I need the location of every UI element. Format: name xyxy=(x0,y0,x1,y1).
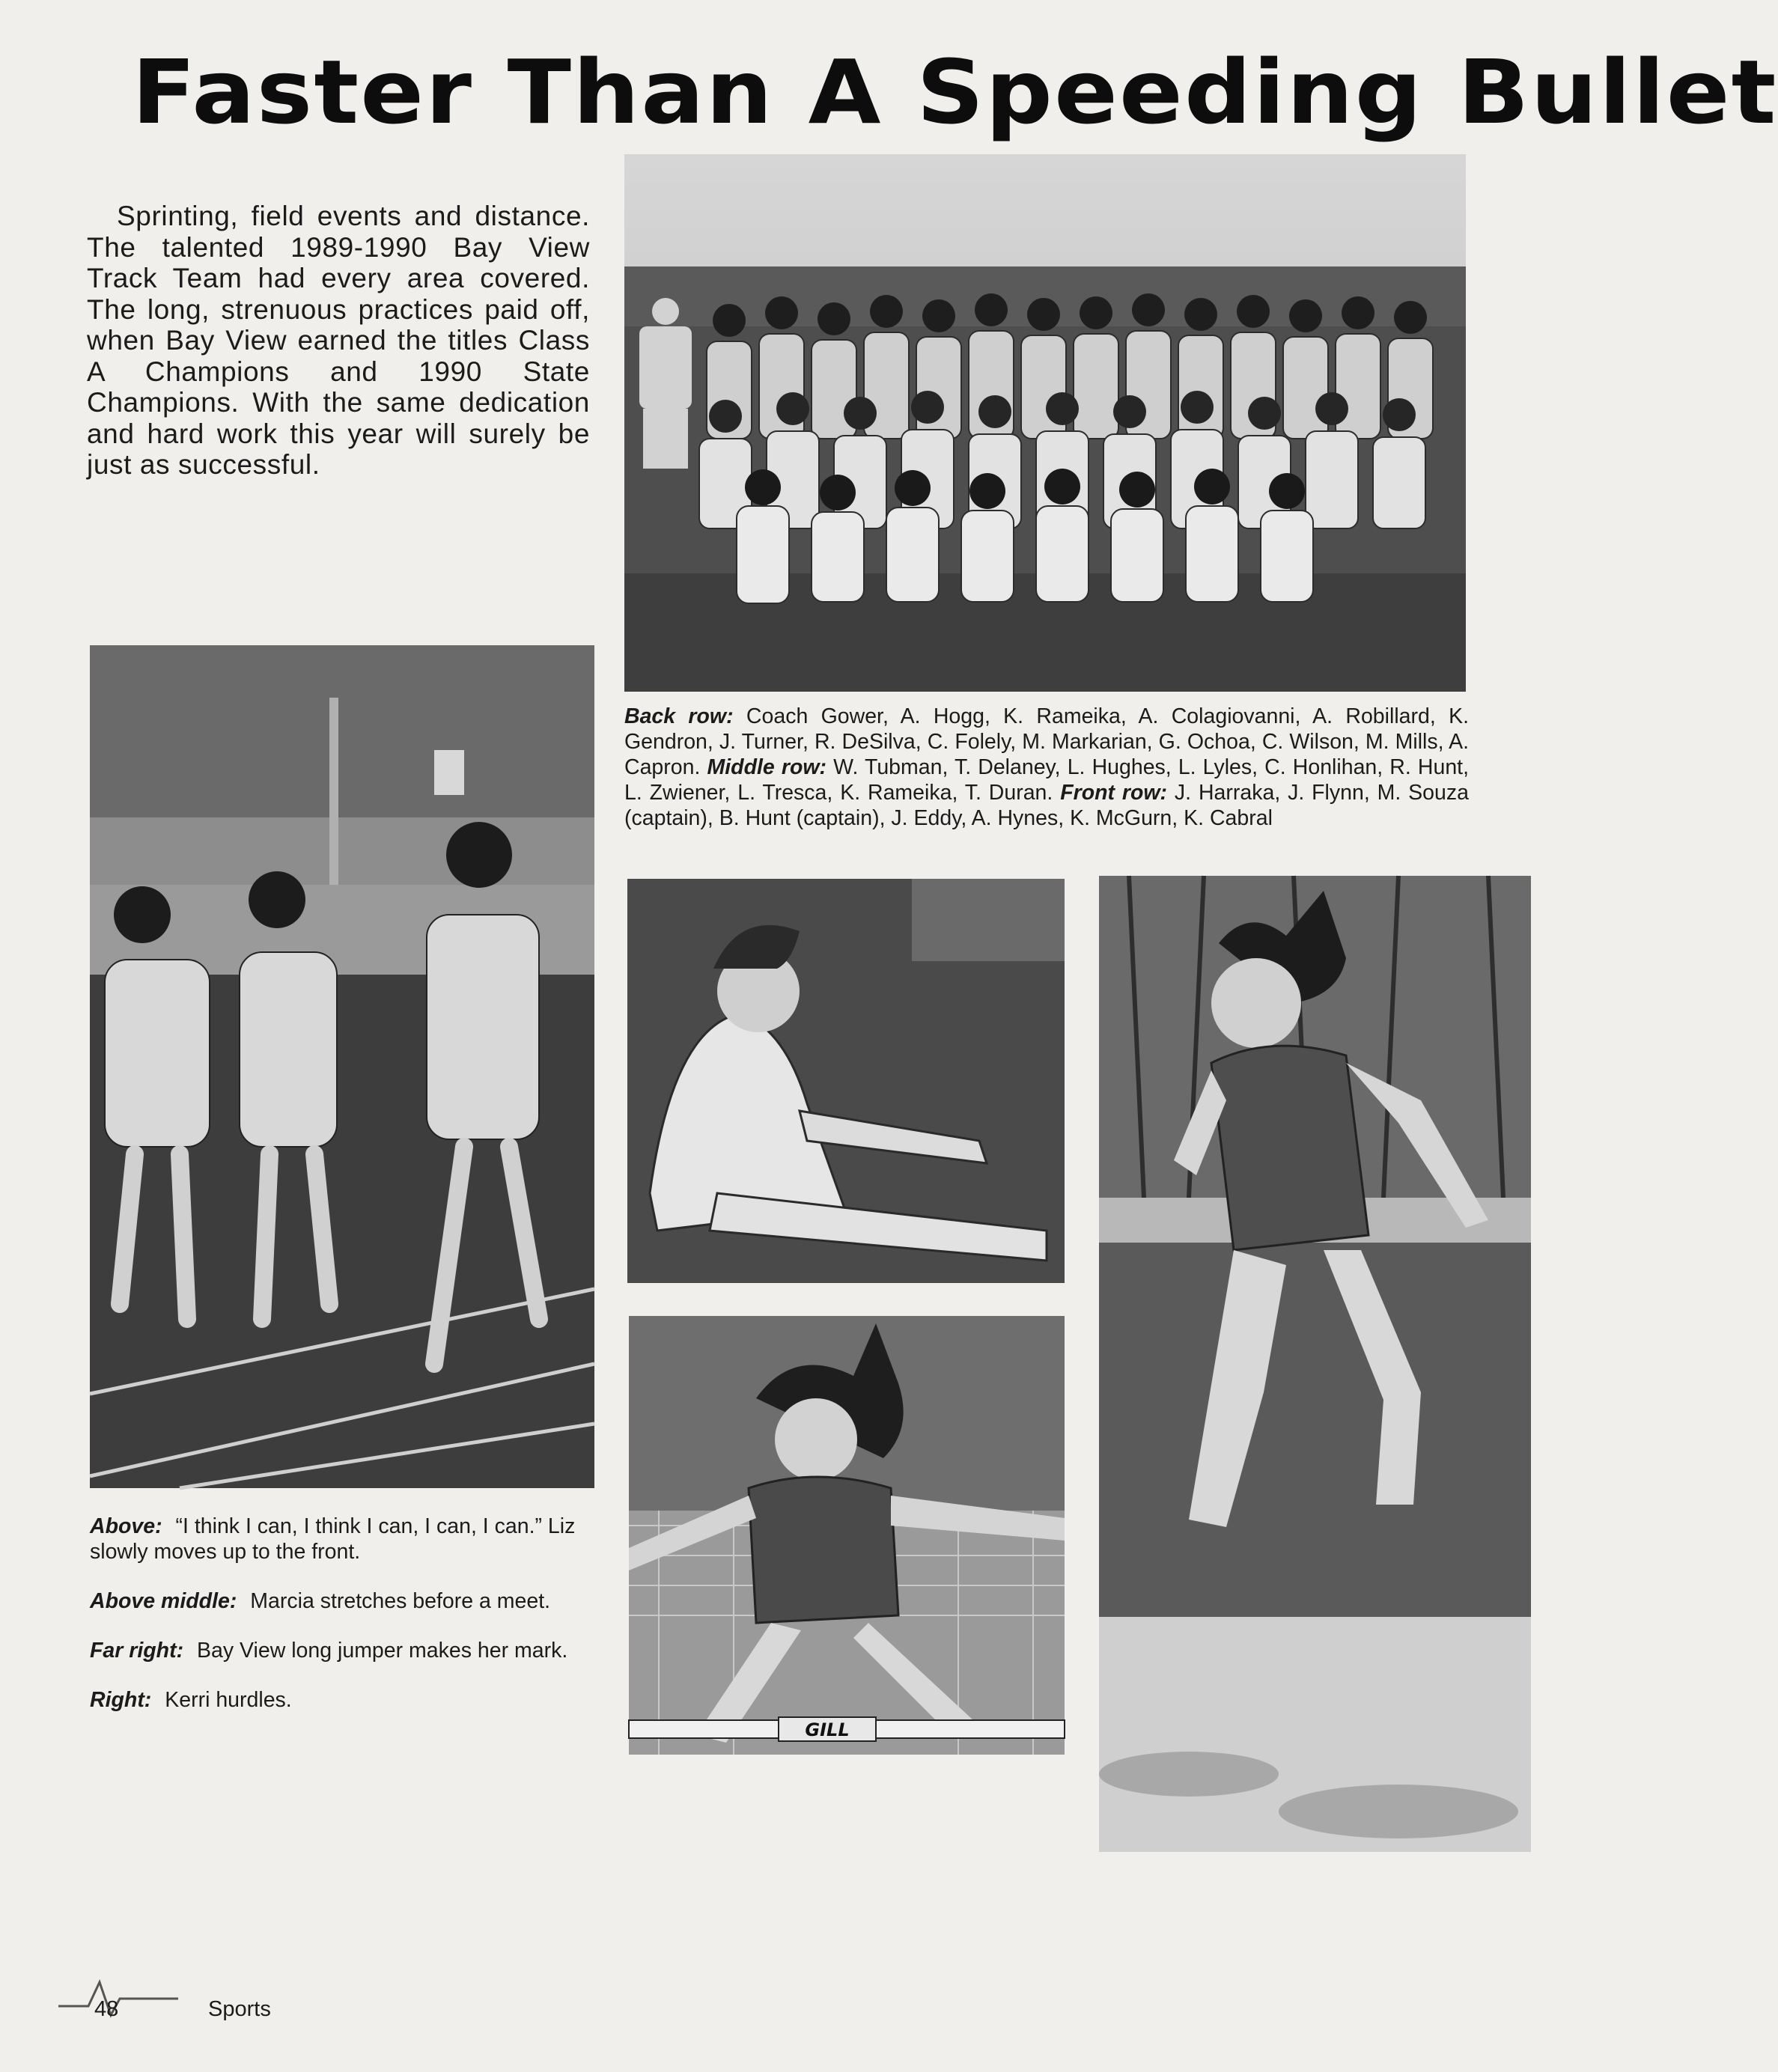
caption-above-text: “I think I can, I think I can, I can, I can.” Liz slowly moves up to the front. xyxy=(90,1514,576,1564)
caption-above-middle-label: Above middle: xyxy=(90,1589,237,1613)
caption-far-right xyxy=(90,1638,584,1663)
caption-back-names: Coach Gower, A. Hogg, K. Rameika, A. Colagiovanni, A. Robillard, K. Gendron, J. Turner, R. DeSilva, C. Folely, M. Markarian, G. Ochoa, C. Wilson, M. Mills, A. Capron. xyxy=(624,704,1469,779)
page-title: Faster Than A Speeding Bullet xyxy=(132,40,1778,144)
caption-above-middle xyxy=(90,1588,584,1614)
caption-front-label: Front row: xyxy=(1060,781,1168,805)
caption-middle-names: W. Tubman, T. Delaney, L. Hughes, L. Lyles, C. Honlihan, R. Hunt, L. Zwiener, L. Tresca, K. Rameika, T. Duran. xyxy=(624,755,1470,805)
stretching-photo xyxy=(627,879,1065,1283)
caption-back-label: Back row: xyxy=(624,704,734,728)
caption-above xyxy=(90,1514,584,1564)
runners-photo xyxy=(90,645,594,1488)
caption-middle-label: Middle row: xyxy=(707,755,827,779)
caption-above-middle-text: Marcia stretches before a meet. xyxy=(250,1589,551,1613)
photo-captions xyxy=(90,1514,584,1737)
hurdle-photo xyxy=(629,1316,1065,1755)
page-number: 48 xyxy=(94,1997,119,2021)
hurdle-brand-label: GILL xyxy=(805,1719,850,1740)
team-photo xyxy=(624,154,1466,692)
caption-right xyxy=(90,1687,584,1713)
section-name: Sports xyxy=(208,1997,271,2021)
caption-right-label: Right: xyxy=(90,1688,152,1712)
caption-far-right-text: Bay View long jumper makes her mark. xyxy=(197,1639,568,1663)
intro-paragraph: Sprinting, field events and distance. The talented 1989-1990 Bay View Track Team had every area covered. The long, strenuous practices paid off, when Bay View earned the titles Class A Champions and 1990 State Champions. With the same dedication and hard work this year will surely be just as successful. xyxy=(87,201,590,480)
caption-far-right-label: Far right: xyxy=(90,1639,184,1663)
caption-above-label: Above: xyxy=(90,1514,162,1538)
caption-front-names: J. Harraka, J. Flynn, M. Souza (captain), B. Hunt (captain), J. Eddy, A. Hynes, K. McGurn, K. Cabral xyxy=(624,781,1469,830)
long-jump-photo xyxy=(1099,876,1531,1852)
caption-right-text: Kerri hurdles. xyxy=(165,1688,292,1712)
team-photo-caption xyxy=(624,704,1469,831)
